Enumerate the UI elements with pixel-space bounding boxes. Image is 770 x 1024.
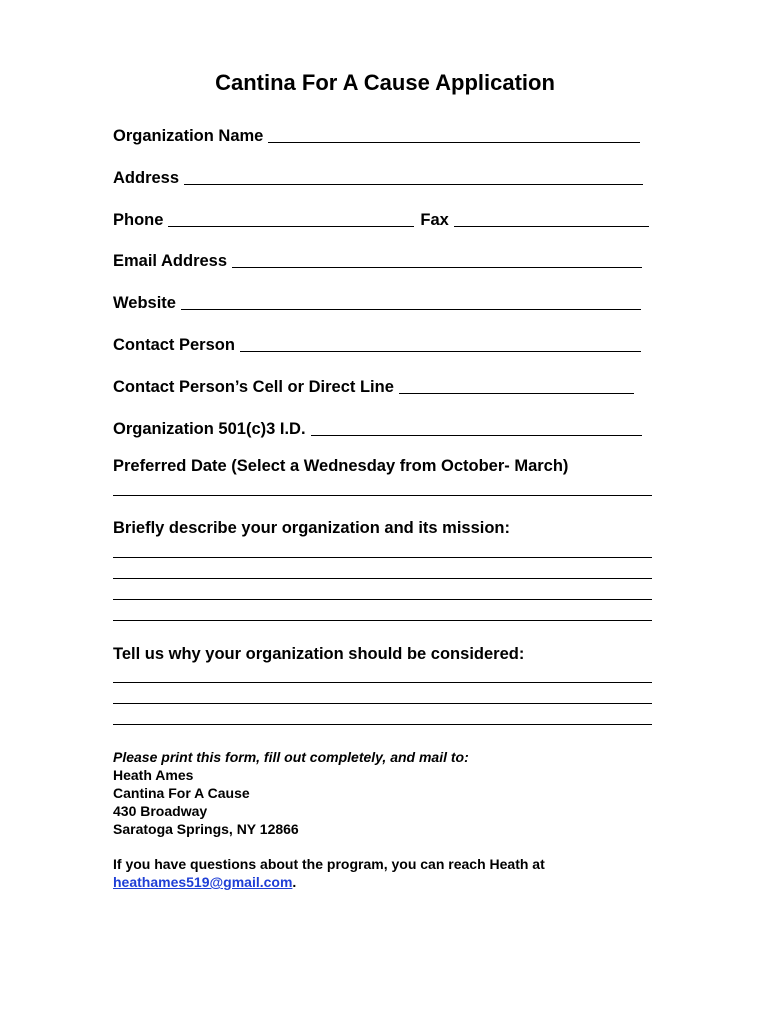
contact-text: If you have questions about the program, you can reach Heath at	[113, 856, 545, 872]
contact-person-blank[interactable]	[240, 351, 641, 352]
contact-person-field	[113, 331, 641, 355]
why-considered-prompt: Tell us why your organization should be considered:	[113, 645, 525, 663]
mailing-city: Saratoga Springs, NY 12866	[113, 821, 299, 837]
mission-blank-line[interactable]	[113, 578, 652, 579]
mission-blank-line[interactable]	[113, 599, 652, 600]
contact-cell-label: Contact Person’s Cell or Direct Line	[113, 378, 394, 396]
contact-email-link[interactable]: heathames519@gmail.com	[113, 874, 293, 890]
address-field	[113, 164, 643, 188]
organization-name-field	[113, 122, 640, 146]
mailing-intro: Please print this form, fill out completely, and mail to:	[113, 749, 469, 765]
org-501c3-field	[113, 415, 642, 439]
phone-label: Phone	[113, 211, 164, 229]
email-address-field	[113, 247, 642, 271]
email-address-blank[interactable]	[232, 267, 642, 268]
phone-blank[interactable]	[168, 226, 414, 227]
mailing-organization: Cantina For A Cause	[113, 785, 250, 801]
organization-name-blank[interactable]	[268, 142, 640, 143]
why-considered-blank-line[interactable]	[113, 724, 652, 725]
mailing-street: 430 Broadway	[113, 803, 208, 819]
contact-note	[113, 855, 545, 891]
mission-blank-line[interactable]	[113, 620, 652, 621]
org-501c3-blank[interactable]	[311, 435, 642, 436]
mailing-name: Heath Ames	[113, 767, 194, 783]
preferred-date-blank[interactable]	[113, 495, 652, 496]
mailing-instructions	[113, 748, 469, 838]
contact-person-label: Contact Person	[113, 336, 235, 354]
organization-name-label: Organization Name	[113, 127, 264, 145]
why-considered-blank-line[interactable]	[113, 682, 652, 683]
address-label: Address	[113, 169, 180, 187]
org-501c3-label: Organization 501(c)3 I.D.	[113, 420, 306, 438]
address-blank[interactable]	[184, 184, 643, 185]
email-address-label: Email Address	[113, 252, 228, 270]
preferred-date-label: Preferred Date (Select a Wednesday from October- March)	[113, 457, 569, 475]
why-considered-blank-line[interactable]	[113, 703, 652, 704]
website-label: Website	[113, 294, 176, 312]
fax-blank[interactable]	[454, 226, 649, 227]
form-title: Cantina For A Cause Application	[215, 70, 555, 95]
website-field	[113, 289, 641, 313]
mission-prompt: Briefly describe your organization and its mission:	[113, 519, 510, 537]
mission-blank-line[interactable]	[113, 557, 652, 558]
contact-period: .	[292, 874, 297, 890]
contact-cell-field	[113, 373, 634, 397]
website-blank[interactable]	[181, 309, 641, 310]
contact-cell-blank[interactable]	[399, 393, 634, 394]
fax-label: Fax	[420, 211, 449, 229]
phone-fax-field	[113, 206, 649, 230]
